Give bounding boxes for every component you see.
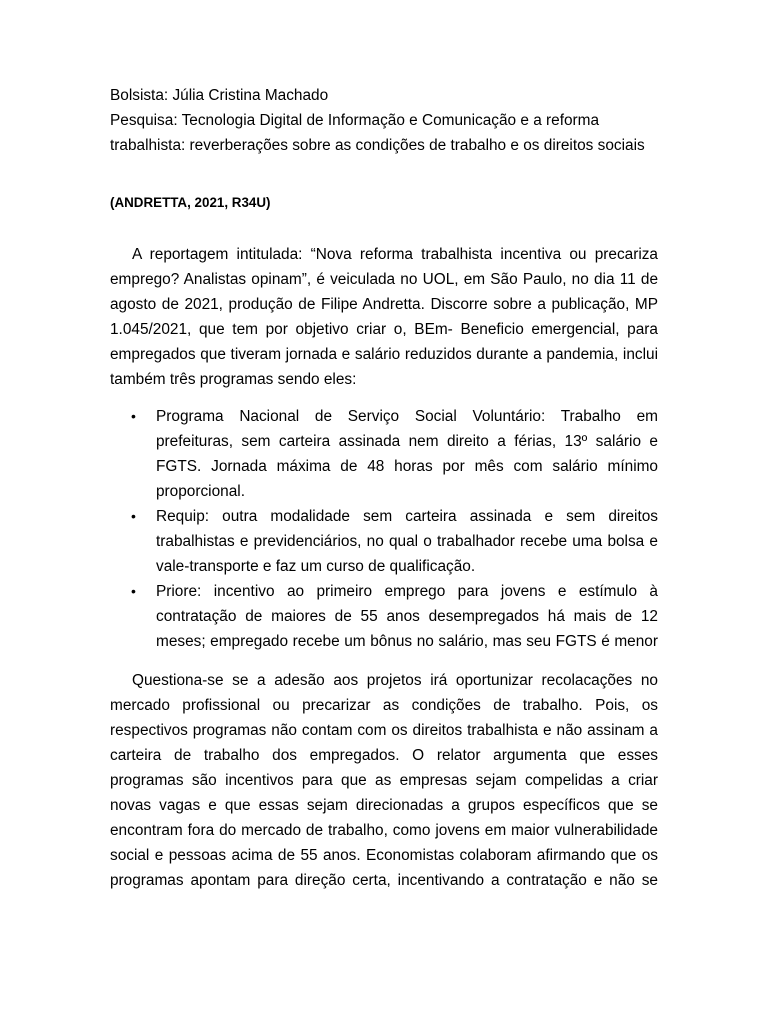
- bullet-icon: •: [131, 583, 136, 599]
- analysis-paragraph: Questiona-se se a adesão aos projetos irá oportunizar recolacações no mercado profissional ou precarizar as condições de trabalho. Pois, os respectivos programas não contam com os direitos trabalhista e não assinam a carteira de trabalho dos empregados. O relator argumenta que esses programas são incentivos para que as empresas sejam compelidas a criar novas vagas e que essas sejam direcionadas a grupos específicos que se encontram fora do mercado de trabalho, como jovens em maior vulnerabilidade social e pessoas acima de 55 anos. Economistas colaboram afirmando que os programas apontam para direção certa, incentivando a contratação e não se: [110, 672, 658, 889]
- list-item: [131, 579, 658, 654]
- scholar-line: Bolsista: Júlia Cristina Machado: [110, 87, 329, 104]
- intro-paragraph: A reportagem intitulada: “Nova reforma trabalhista incentiva ou precariza emprego? Analistas opinam”, é veiculada no UOL, em São Paulo, no dia 11 de agosto de 2021, produção de Filipe Andretta. Discorre sobre a publicação, MP 1.045/2021, que tem por objetivo criar o, BEm- Beneficio emergencial, para empregados que tiveram jornada e salário reduzidos durante a pandemia, inclui também três programas sendo eles:: [110, 246, 658, 388]
- list-item: [131, 504, 658, 579]
- bullet-icon: •: [131, 408, 136, 424]
- bullet-icon: •: [131, 508, 136, 524]
- list-item-text: Requip: outra modalidade sem carteira assinada e sem direitos trabalhistas e previdenciários, no qual o trabalhador recebe uma bolsa e vale-transporte e faz um curso de qualificação.: [156, 508, 658, 575]
- citation: (ANDRETTA, 2021, R34U): [110, 195, 271, 210]
- list-item: [131, 404, 658, 504]
- research-title: Pesquisa: Tecnologia Digital de Informação e Comunicação e a reforma trabalhista: reverberações sobre as condições de trabalho e os direitos sociais: [110, 112, 645, 154]
- document-body: [110, 83, 658, 893]
- programs-list: [110, 404, 658, 654]
- list-item-text: Programa Nacional de Serviço Social Voluntário: Trabalho em prefeituras, sem carteira assinada nem direito a férias, 13º salário e FGTS. Jornada máxima de 48 horas por mês com salário mínimo proporcional.: [156, 408, 658, 500]
- list-item-text: Priore: incentivo ao primeiro emprego para jovens e estímulo à contratação de maiores de 55 anos desempregados há mais de 12 meses; empregado recebe um bônus no salário, mas seu FGTS é menor: [156, 583, 658, 650]
